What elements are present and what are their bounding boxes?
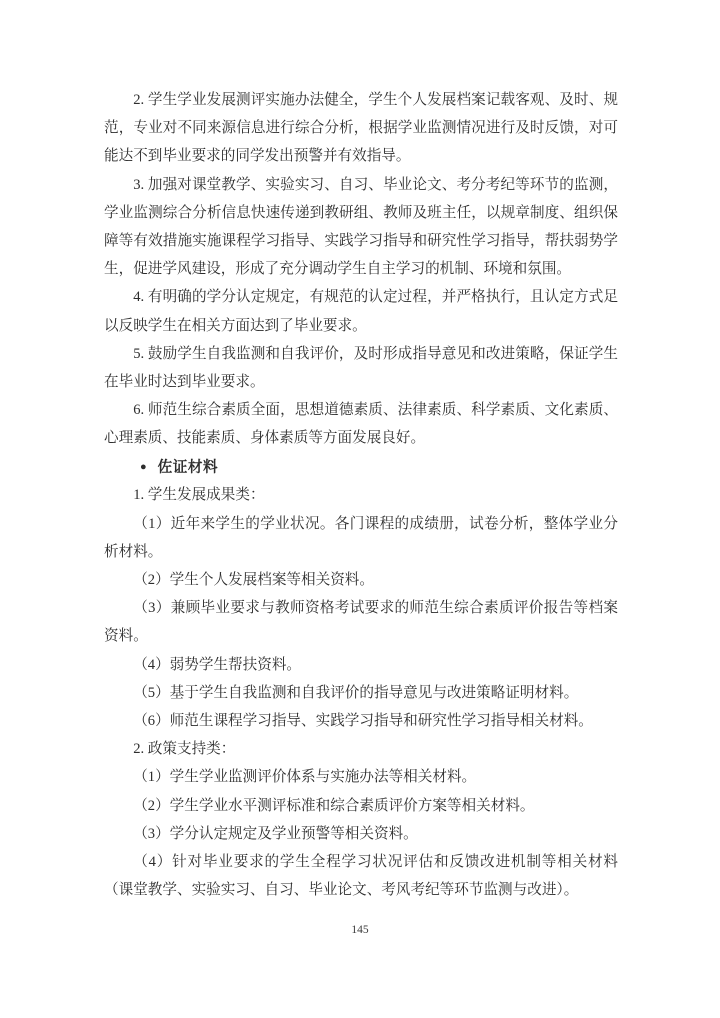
list-item: （1）学生学业监测评价体系与实施办法等相关材料。 <box>133 769 477 786</box>
document-content <box>104 86 618 904</box>
section-title: 2. 政策支持类： <box>133 741 236 758</box>
list-item: （5）基于学生自我监测和自我评价的指导意见与改进策略证明材料。 <box>133 684 579 701</box>
evidence-heading-label: 佐证材料 <box>157 459 219 476</box>
evidence-heading <box>104 453 618 482</box>
body-paragraph: 3. 加强对课堂教学、实验实习、自习、毕业论文、考分考纪等环节的监测，学业监测综合分析信息快速传递到教研组、教师及班主任，以规章制度、组织保障等有效措施实施课程学习指导、实践学习指导和研究性学习指导，帮扶弱势学生，促进学风建设，形成了充分调动学生自主学习的机制、环境和氛围。 <box>104 176 618 278</box>
list-item: （2）学生个人发展档案等相关资料。 <box>133 571 374 588</box>
list-item: （4）针对毕业要求的学生全程学习状况评估和反馈改进机制等相关材料（课堂教学、实验实习、自习、毕业论文、考风考纪等环节监测与改进）。 <box>104 853 618 899</box>
list-item: （6）师范生课程学习指导、实践学习指导和研究性学习指导相关材料。 <box>133 712 593 729</box>
section-title: 1. 学生发展成果类： <box>133 487 265 504</box>
body-paragraph: 2. 学生学业发展测评实施办法健全，学生个人发展档案记载客观、及时、规范，专业对不同来源信息进行综合分析，根据学业监测情况进行及时反馈，对可能达不到毕业要求的同学发出预警并有效指导。 <box>104 92 618 165</box>
bullet-icon: ● <box>140 460 147 473</box>
list-item: （2）学生学业水平测评标准和综合素质评价方案等相关材料。 <box>133 797 535 814</box>
body-paragraph: 4. 有明确的学分认定规定，有规范的认定过程，并严格执行，且认定方式足以反映学生在相关方面达到了毕业要求。 <box>104 289 618 334</box>
list-item: （4）弱势学生帮扶资料。 <box>133 656 302 673</box>
body-paragraph: 6. 师范生综合素质全面，思想道德素质、法律素质、科学素质、文化素质、心理素质、技能素质、身体素质等方面发展良好。 <box>104 402 618 447</box>
list-item: （1）近年来学生的学业状况。各门课程的成绩册，试卷分析，整体学业分析材料。 <box>104 515 618 560</box>
body-paragraph: 5. 鼓励学生自我监测和自我评价，及时形成指导意见和改进策略，保证学生在毕业时达到毕业要求。 <box>104 345 618 391</box>
page-number: 145 <box>351 924 369 936</box>
list-item: （3）兼顾毕业要求与教师资格考试要求的师范生综合素质评价报告等档案资料。 <box>104 600 618 645</box>
list-item: （3）学分认定规定及学业预警等相关资料。 <box>133 825 418 842</box>
